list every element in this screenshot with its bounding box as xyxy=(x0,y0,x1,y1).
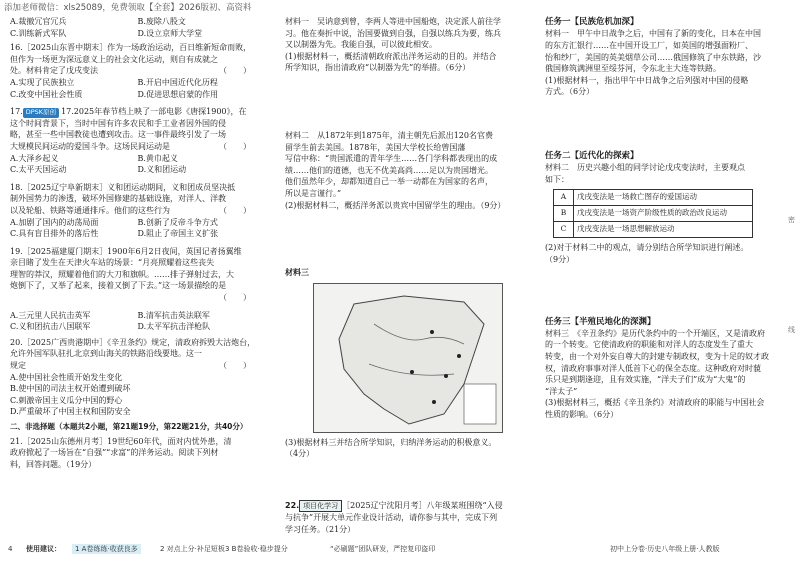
question-16 xyxy=(10,42,265,100)
question-stem: 20.［2025广西贵港期中］《辛丑条约》规定，清政府拆毁大沽炮台， xyxy=(10,337,256,347)
question-stem: (1)根据材料一，概括清朝政府派出洋务运动的目的。并结合 xyxy=(285,51,497,61)
question-stem: (2)对于材料二中的观点，请分别结合所学知识进行阐述。 xyxy=(545,243,749,253)
option[interactable]: B.清军抗击英法联军 xyxy=(137,310,210,320)
question-22 xyxy=(285,500,530,535)
option[interactable]: C.训练新式军队 xyxy=(10,28,67,38)
task-1-heading: 任务一【民族危机加深】 xyxy=(545,17,639,27)
material-text: 又以制器为先。我能自强，可以彼此相安。 xyxy=(285,40,437,50)
copyright-note: “必刷题”团队研发，严控复印盗印 xyxy=(330,545,436,553)
option[interactable]: D.义和团运动 xyxy=(137,165,187,175)
option[interactable]: C.义和团抗击八国联军 xyxy=(10,322,91,332)
material-text: 所以是言谨行。” xyxy=(285,188,342,198)
material-text: 材料三 《辛丑条约》是历代条约中的一个开端区，又是清政府 xyxy=(545,328,765,338)
material-text: 他们虽然年少，却都知道自己一举一动都在为国家的名声， xyxy=(285,177,493,187)
material-text: 习。他在奏折中说，治国要做到自强，自强以练兵为要，练兵 xyxy=(285,28,501,38)
material-text: 材料二 从1872年到1875年，清主朝先后派出120名官费 xyxy=(285,130,493,140)
material-2 xyxy=(285,130,530,200)
q15-options xyxy=(10,16,265,39)
question-stem: 略，甚至一些中国教徒也遭到攻击。这一事件最终引发了一场 xyxy=(10,130,226,140)
option[interactable]: D.太平军抗击洋枪队 xyxy=(137,322,211,332)
viewpoint-table xyxy=(553,189,753,238)
option[interactable]: D.促进思想启蒙的作用 xyxy=(137,89,219,99)
answer-blank[interactable]: （ ） xyxy=(219,293,251,303)
question-stem: 允许外国军队驻扎北京到山海关的铁路沿线要地。这一 xyxy=(10,349,202,359)
table-cell: 戊戌变法是一场救亡图存的爱国运动 xyxy=(574,190,753,206)
material-text: 留学生前去美国。1878年，美国大学校长给曾国藩 xyxy=(285,142,466,152)
question-stem: 18.［2025辽宁阜新期末］义和团运动期间，义和团成员坚决抵 xyxy=(10,182,236,192)
side-mark: 线 xyxy=(788,326,795,334)
sub-question-2 xyxy=(545,242,785,265)
material-text: 如下： xyxy=(545,174,569,184)
question-stem: 政府掀起了一场旨在“自强”“求富”的洋务运动。阅读下列材 xyxy=(10,448,219,458)
watermark-banner: 添加老师微信：xls25089，免费领取【全套】2026版初、高资料 xyxy=(4,3,252,13)
section-heading: 二、非选择题（本题共2小题，第21题19分，第22题21分，共40分） xyxy=(10,422,248,431)
book-title: 初中上分卷·历史八年级上册·人教版 xyxy=(610,545,720,553)
question-stem: 但作为一场更为深远意义上的社会文化运动，则自有成就之 xyxy=(10,54,218,64)
page-footer xyxy=(0,540,800,560)
step-2-badge: 2 对点上分·补足短板 xyxy=(160,545,225,553)
option[interactable]: B.使中国的司法主权开始遭到破坏 xyxy=(10,384,131,394)
material-1 xyxy=(545,28,785,74)
table-cell: C xyxy=(554,222,574,238)
question-stem: （9分） xyxy=(545,254,575,264)
material-3 xyxy=(545,328,785,398)
advice-label: 使用建议： xyxy=(26,545,61,553)
step-1-badge: 1 A卷练练·收获良多 xyxy=(72,544,141,554)
material-text: 写信中称：“贵国派遣的青年学生……各门学科都表现出的成 xyxy=(285,154,498,164)
question-stem: 方式。（6分） xyxy=(545,87,595,97)
material-text: 怡和纱厂，美国的英美烟草公司……俄国修筑了中东铁路，沙 xyxy=(545,52,761,62)
question-stem: 亲目睹了发生在天津火车站的场景：“月亮照耀着这些丧失 xyxy=(10,258,215,268)
question-stem: 处。材料肯定了戊戌变法 xyxy=(10,66,98,76)
option[interactable]: C.改变中国社会性质 xyxy=(10,89,83,99)
table-row xyxy=(554,222,753,238)
option[interactable]: D.设立京师大学堂 xyxy=(137,28,203,38)
china-map-icon xyxy=(314,284,502,432)
sub-question-21-2: (2)根据材料二，概括洋务派以贵宾中国留学生的理由。（9分） xyxy=(285,200,506,210)
question-stem: 制外国势力的渗透，破坏外国修建的基础设施，对洋人、洋教 xyxy=(10,194,226,204)
question-stem: (3)根据材料三，概括《辛丑条约》对清政府的职能与中国社会 xyxy=(545,398,765,408)
side-mark: 密 xyxy=(788,216,795,224)
material-1-tail xyxy=(285,16,530,51)
option[interactable]: A.裁撤冗官冗兵 xyxy=(10,17,67,26)
map-image xyxy=(313,283,503,433)
q17-stem-start: 17. xyxy=(10,107,23,117)
option[interactable]: A.使中国社会性质开始发生变化 xyxy=(10,372,123,382)
question-stem: 学习任务。（21分） xyxy=(285,524,356,534)
question-17 xyxy=(10,106,265,176)
question-18 xyxy=(10,182,265,240)
question-stem: 16.［2025山东晋中期末］作为一场政治运动，百日维新短命而败， xyxy=(10,43,252,53)
answer-blank[interactable]: （ ） xyxy=(219,361,251,371)
sub-question-3 xyxy=(545,397,785,420)
answer-blank[interactable]: （ ） xyxy=(219,66,251,76)
question-stem: (1)根据材料一，指出甲午中日战争之后列强对中国的侵略 xyxy=(545,75,749,85)
material-text: 乐只是到期逢迎，且有效实施，“洋夫子们”成为“大鬼”的 xyxy=(545,375,746,385)
material-text: 材料二 历史兴趣小组的同学讨论戊戌变法时，主要观点 xyxy=(545,163,745,173)
question-stem: 料，回答问题。（19分） xyxy=(10,460,97,470)
question-stem: ［2025辽宁沈阳月考］八年级某班围绕“入侵 xyxy=(342,500,503,510)
question-stem: 这个时间背景下，当时中国有许多农民和手工业者因外国的侵 xyxy=(10,118,226,128)
question-number: 22. xyxy=(285,500,300,510)
question-stem: 19.［2025福建厦门期末］1900年6月2日夜间，英国记者扬翼维 xyxy=(10,246,242,256)
question-stem: 理智的莽汉，照耀着他们的大刀和旗帜。……排子弹射过去，大 xyxy=(10,269,234,279)
answer-blank[interactable]: （ ） xyxy=(219,141,251,151)
option[interactable]: B.开启中国近代化历程 xyxy=(137,77,218,87)
material-text: 的东方汇银行……在中国开设工厂，如英国的增强面粉厂、 xyxy=(545,40,753,50)
question-stem: 所学知识，指出清政府“以制器为先”的举措。（6分） xyxy=(285,63,471,73)
table-cell: 戊戌变法是一场思想解放运动 xyxy=(574,222,753,238)
material-3-label: 材料三 xyxy=(285,268,309,278)
table-cell: 戊戌变法是一场资产阶级性质的政治改良运动 xyxy=(574,206,753,222)
question-stem: 以及轮船、铁路等通通排斥。他们的这些行为 xyxy=(10,205,170,215)
material-text: 绩……他们的道德，也无不优美高尚……足以为贵国增光。 xyxy=(285,165,493,175)
question-stem: 炮倒下了，又举了起来，接着又倒了下去。”这一场景描绘的是 xyxy=(10,281,227,291)
answer-blank[interactable]: （ ） xyxy=(219,205,251,215)
option[interactable]: D.严重破坏了中国主权和国防安全 xyxy=(10,407,131,417)
left-column xyxy=(10,8,265,471)
material-text: 转变，由一个对外妄自尊大的封建专制政权，变为十足的奴才政 xyxy=(545,352,769,362)
material-text: 的一个转变。它使清政府的职能和对洋人的态度发生了重大 xyxy=(545,340,753,350)
step-3-badge: 3 B卷验收·稳步提分 xyxy=(225,545,288,553)
question-stem: 与抗争”开展大单元作业设计活动，请你参与其中，完成下列 xyxy=(285,513,498,523)
option[interactable]: A.大泽乡起义 xyxy=(10,153,59,163)
material-2 xyxy=(545,162,785,185)
project-learning-badge: 项目化学习 xyxy=(299,500,342,512)
option[interactable]: D.阻止了帝国主义扩张 xyxy=(137,229,219,239)
table-cell: A xyxy=(554,190,574,206)
table-cell: B xyxy=(554,206,574,222)
question-20 xyxy=(10,337,265,418)
material-text: 俄国修筑满洲里至绥芬河，令东北主大连等铁路。 xyxy=(545,64,721,74)
material-text: 材料一 甲午中日战争之后，中国有了新的变化，日本在中国 xyxy=(545,29,761,39)
sub-question-1 xyxy=(545,75,785,98)
page-number: 4 xyxy=(8,545,13,553)
sub-question-21-1 xyxy=(285,51,530,74)
question-stem: （4分） xyxy=(285,449,315,459)
question-stem: (3)根据材料三并结合所学知识，归纳洋务运动的积极意义。 xyxy=(285,437,497,447)
task-3-heading: 任务三【半殖民地化的深渊】 xyxy=(545,316,656,327)
option[interactable]: C.具有盲目排外的落后性 xyxy=(10,229,99,239)
question-stem: 21.［2025山东德州月考］19世纪60年代，面对内忧外患，清 xyxy=(10,436,232,446)
option[interactable]: A.加剧了国内的动荡局面 xyxy=(10,217,99,227)
dpsk-badge: DPSK原创 xyxy=(23,108,59,117)
sub-question-21-3 xyxy=(285,437,530,460)
question-21 xyxy=(10,436,265,471)
material-text: “洋太子” xyxy=(545,386,578,396)
option[interactable]: B.黄巾起义 xyxy=(137,153,178,163)
question-stem: 17.2025年春节档上映了一部电影《唐探1900》，在 xyxy=(61,107,247,117)
option[interactable]: C.太平天国运动 xyxy=(10,165,67,175)
option[interactable]: A.实现了民族独立 xyxy=(10,77,75,87)
table-row xyxy=(554,190,753,206)
task-2-heading: 任务二【近代化的探索】 xyxy=(545,150,639,161)
option[interactable]: A.三元里人民抗击英军 xyxy=(10,310,91,320)
material-text: 材料一 吴讷意到曾，李两人等进中国船炮，决定派人前往学 xyxy=(285,17,501,26)
option[interactable]: B.创新了反帝斗争方式 xyxy=(137,217,218,227)
question-stem: 性质的影响。（6分） xyxy=(545,410,619,420)
question-stem: 大规模民间运动的爱国斗争。这场民间运动是 xyxy=(10,141,170,151)
option[interactable]: B.废除八股文 xyxy=(137,17,186,26)
material-text: 权，清政府事事对洋人低首下心的保全态度。这种政府对时藐 xyxy=(545,363,761,373)
right-column xyxy=(545,8,785,421)
question-stem: 规定 xyxy=(10,361,26,371)
table-row xyxy=(554,206,753,222)
middle-column xyxy=(285,8,530,535)
question-19 xyxy=(10,246,265,333)
option[interactable]: C.刺激帝国主义瓜分中国的野心 xyxy=(10,395,123,405)
